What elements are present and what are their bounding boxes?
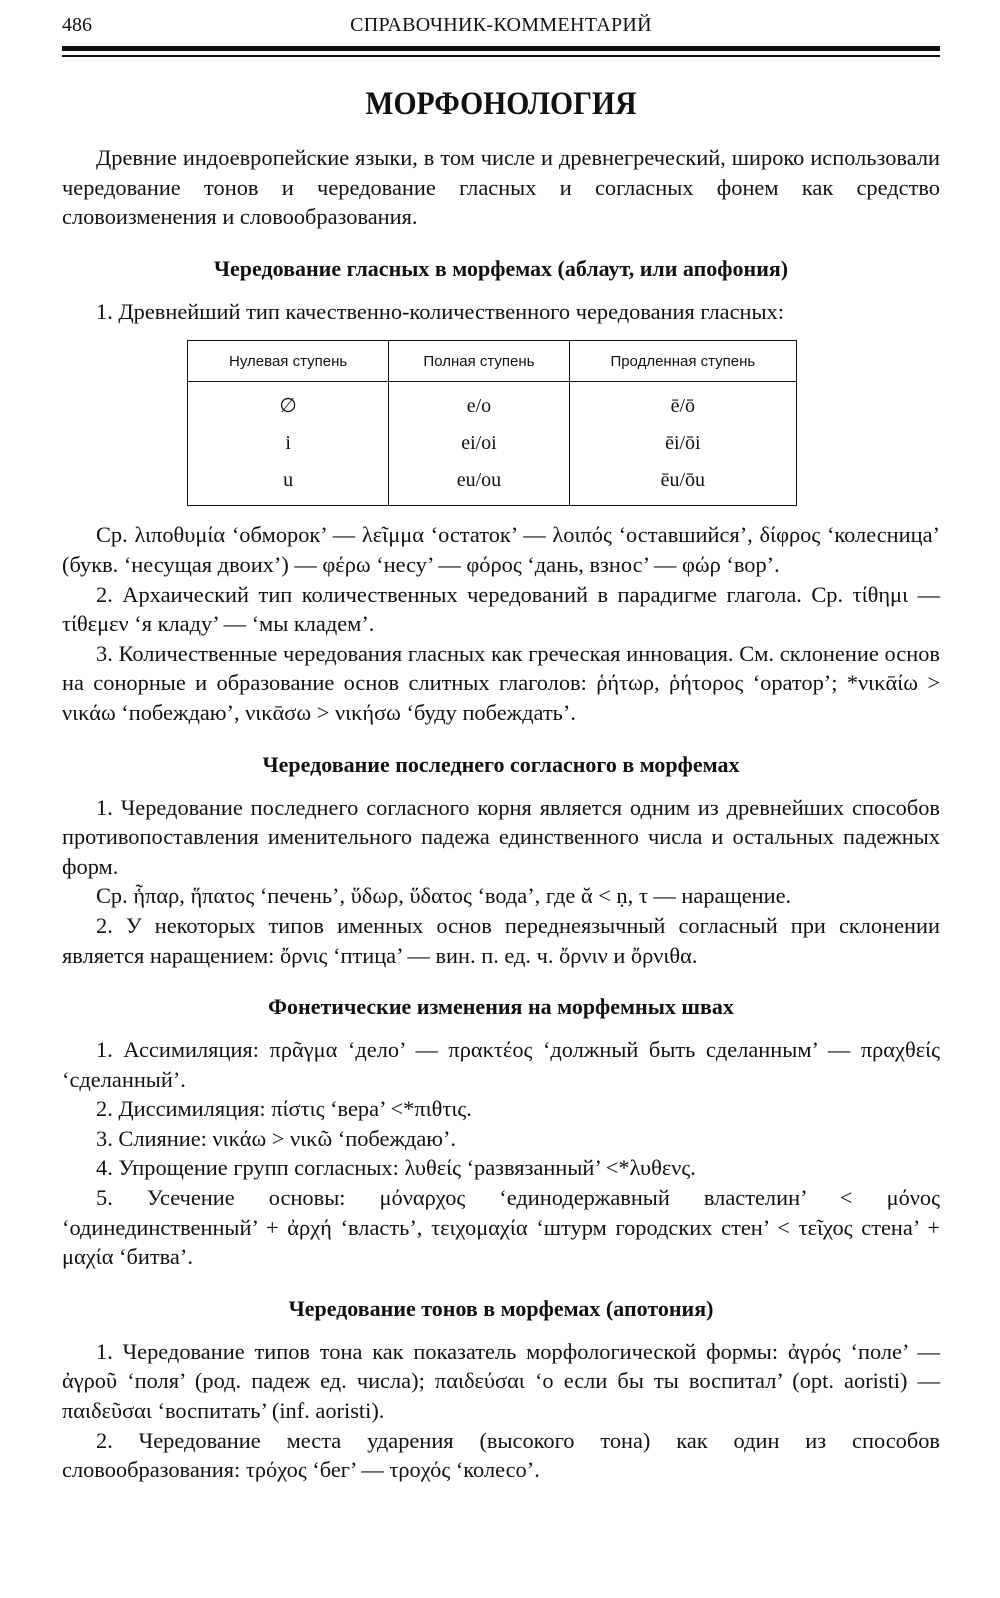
table-cell: ēu/ōu bbox=[569, 462, 796, 506]
header-rule-thick bbox=[62, 46, 940, 51]
page-title: МОРФОНОЛОГИЯ bbox=[365, 86, 637, 122]
paragraph: Ср. λιποθυμία ‘обморок’ — λεῖμμα ‘остаток’ — λοιπός ‘оставшийся’, δίφρος ‘колесница’ (букв. ‘несущая двоих’) — φέρω ‘несу’ — φόρος ‘дань, взнос’ — φώρ ‘вор’. bbox=[62, 522, 940, 577]
main-content bbox=[62, 143, 940, 1485]
paragraph: 5. Усечение основы: μόναρχος ‘единодержавный властелин’ < μόνος ‘одинединственный’ + ἀρχή ‘власть’, τειχομαχία ‘штурм городских стен’ < τεῖχος стена’ + μαχία ‘битва’. bbox=[62, 1185, 940, 1270]
paragraph: 2. У некоторых типов именных основ переднеязычный согласный при склонении является наращением: ὄρνις ‘птица’ — вин. п. ед. ч. ὄρνιν и ὄρνιθα. bbox=[62, 912, 940, 968]
page-header bbox=[62, 8, 940, 38]
table-row bbox=[188, 462, 797, 506]
paragraph: Ср. ἧπαρ, ἥπατος ‘печень’, ὕδωρ, ὕδατος ‘вода’, где ᾰ < ṇ, τ — наращение. bbox=[96, 883, 792, 909]
paragraph: 1. Ассимиляция: πρᾶγμα ‘дело’ — πρακτέος ‘должный быть сделанным’ — πραχθείς ‘сделанный’. bbox=[62, 1037, 940, 1092]
table-cell: ē/ō bbox=[569, 382, 796, 426]
table-cell: ∅ bbox=[188, 382, 389, 426]
table-row bbox=[188, 425, 797, 462]
table-cell: e/o bbox=[389, 382, 569, 426]
section-heading-consonant: Чередование последнего согласного в морфемах bbox=[262, 751, 740, 777]
paragraph: 3. Количественные чередования гласных как греческая инновация. См. склонение основ на сонорные и образование основ слитных глаголов: ῥήτωρ, ῥήτορος ‘оратор’; *νικᾱίω > νικάω ‘побеждаю’, νικᾱσω > νικήσω ‘буду побеждать’. bbox=[62, 640, 940, 725]
intro-paragraph: Древние индоевропейские языки, в том числе и древнегреческий, широко использовали чередование тонов и чередование гласных и согласных фонем как средство словоизменения и словообразования. bbox=[62, 145, 940, 230]
paragraph: 2. Диссимиляция: πίστις ‘вера’ <*πιθτις. bbox=[96, 1096, 472, 1122]
running-head: СПРАВОЧНИК-КОММЕНТАРИЙ bbox=[350, 14, 652, 36]
header-rule-thin bbox=[62, 55, 940, 57]
table-header-row bbox=[188, 341, 797, 382]
paragraph: 4. Упрощение групп согласных: λυθείς ‘развязанный’ <*λυθενς. bbox=[96, 1155, 696, 1181]
section-heading-apotony: Чередование тонов в морфемах (апотония) bbox=[288, 1295, 714, 1321]
section-heading-phonetic: Фонетические изменения на морфемных швах bbox=[268, 994, 734, 1020]
table-cell: ei/oi bbox=[389, 425, 569, 462]
paragraph: 2. Чередование места ударения (высокого тона) как один из способов словообразования: τρόχος ‘бег’ — τροχός ‘колесо’. bbox=[62, 1427, 940, 1483]
table-cell: i bbox=[188, 425, 389, 462]
table-header-cell: Полная ступень bbox=[389, 341, 569, 382]
paragraph: 1. Чередование типов тона как показатель морфологической формы: ἀγρός ‘поле’ — ἀγροῦ ‘поля’ (род. падеж ед. числа); παιδεύσαι ‘о если бы ты воспитал’ (opt. aoristi) — παιδεῦσαι ‘воспитать’ (inf. aoristi). bbox=[62, 1338, 940, 1424]
paragraph: 1. Чередование последнего согласного корня является одним из древнейших способов противопоставления именительного падежа единственного числа и остальных падежных форм. bbox=[62, 794, 940, 879]
paragraph: 1. Древнейший тип качественно-количественного чередования гласных: bbox=[96, 298, 784, 324]
table-cell: ēi/ōi bbox=[569, 425, 796, 462]
table-header-cell: Продленная ступень bbox=[569, 341, 796, 382]
table-row bbox=[188, 382, 797, 426]
table-cell: eu/ou bbox=[389, 462, 569, 506]
ablaut-table bbox=[187, 340, 797, 506]
ablaut-table-wrapper bbox=[187, 340, 940, 506]
table-header-cell: Нулевая ступень bbox=[188, 341, 389, 382]
paragraph: 2. Архаический тип количественных чередований в парадигме глагола. Ср. τίθημι — τίθεμεν ‘я кладу’ — ‘мы кладем’. bbox=[62, 581, 940, 637]
page-number: 486 bbox=[62, 14, 92, 36]
paragraph: 3. Слияние: νικάω > νικῶ ‘побеждаю’. bbox=[96, 1125, 457, 1151]
table-cell: u bbox=[188, 462, 389, 506]
section-heading-ablaut: Чередование гласных в морфемах (аблаут, или апофония) bbox=[213, 255, 789, 281]
